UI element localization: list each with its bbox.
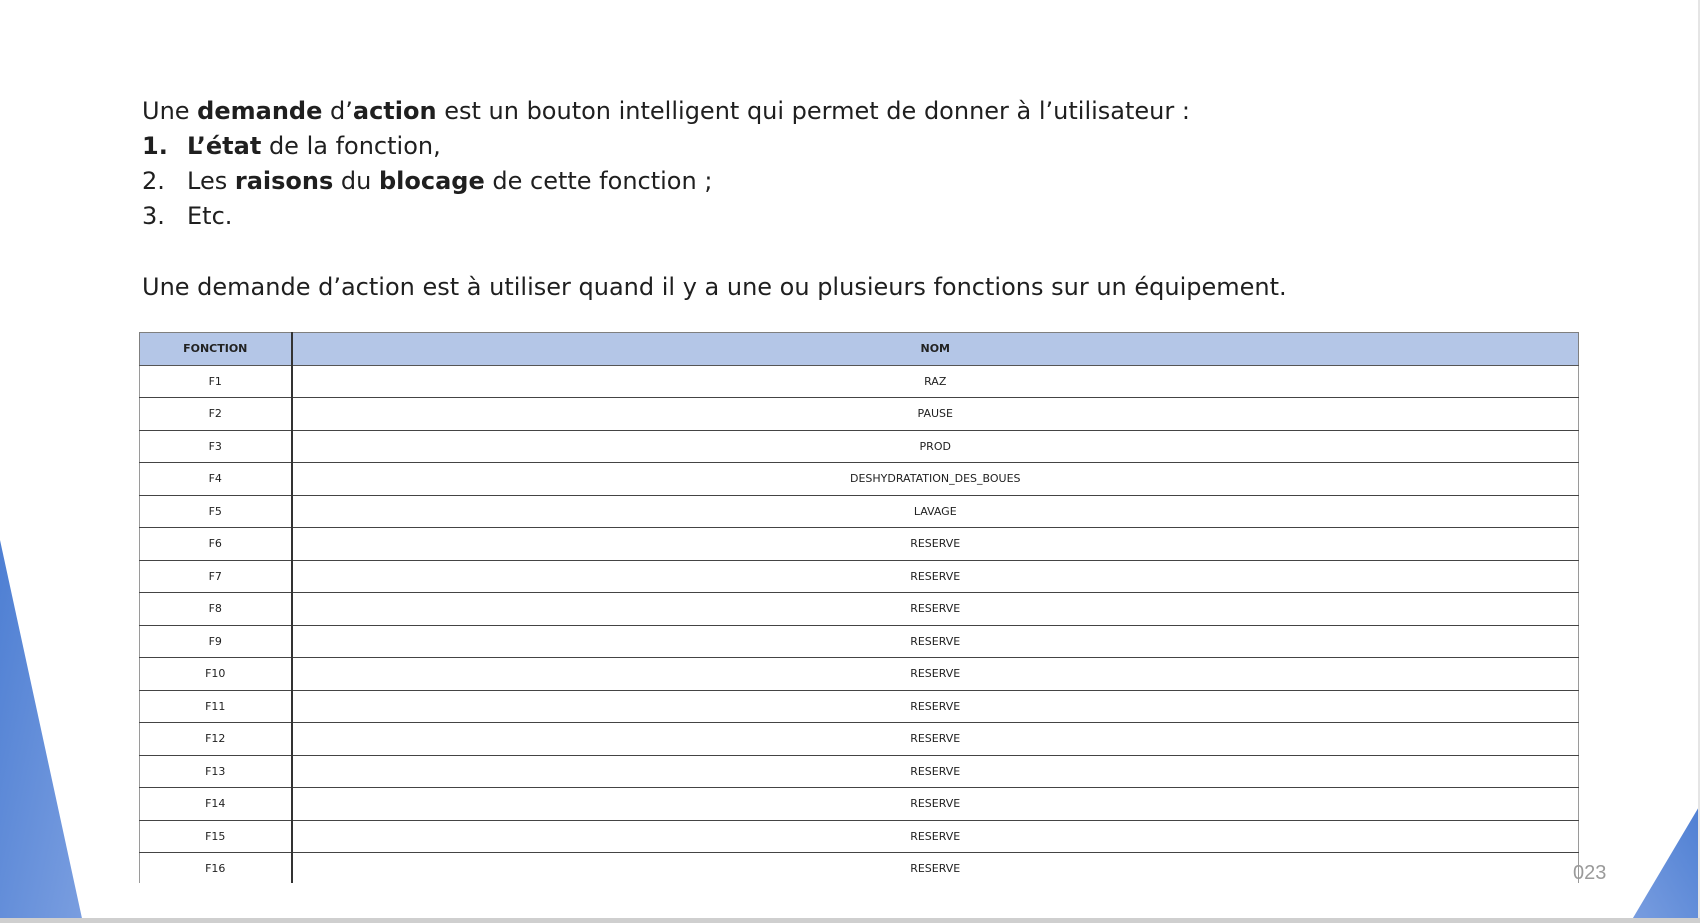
cell-fonction: F2 <box>140 398 292 431</box>
list-number: 1. <box>142 132 168 160</box>
table-row <box>140 755 1579 788</box>
table-row <box>140 690 1579 723</box>
slide-bottom-edge <box>0 918 1700 923</box>
cell-nom: RESERVE <box>292 690 1579 723</box>
list-bold: L’état <box>187 132 262 160</box>
cell-nom: RESERVE <box>292 788 1579 821</box>
cell-nom: RESERVE <box>292 853 1579 884</box>
cell-nom: RESERVE <box>292 723 1579 756</box>
cell-fonction: F1 <box>140 365 292 398</box>
cell-nom: RESERVE <box>292 528 1579 561</box>
list-text: Etc. <box>187 202 233 230</box>
cell-fonction: F11 <box>140 690 292 723</box>
table-header-row <box>140 333 1579 366</box>
cell-fonction: F3 <box>140 430 292 463</box>
decorative-triangle-right <box>1630 805 1700 923</box>
table-row <box>140 625 1579 658</box>
cell-fonction: F12 <box>140 723 292 756</box>
table-row <box>140 495 1579 528</box>
header-fonction: FONCTION <box>140 333 292 366</box>
cell-nom: PROD <box>292 430 1579 463</box>
functions-table-wrapper <box>139 332 1579 883</box>
list-item <box>142 129 1287 164</box>
cell-fonction: F8 <box>140 593 292 626</box>
table-row <box>140 853 1579 884</box>
cell-fonction: F6 <box>140 528 292 561</box>
cell-fonction: F10 <box>140 658 292 691</box>
cell-fonction: F15 <box>140 820 292 853</box>
table-row <box>140 463 1579 496</box>
cell-fonction: F9 <box>140 625 292 658</box>
cell-nom: RESERVE <box>292 560 1579 593</box>
intro-paragraph <box>142 94 1287 129</box>
list-item <box>142 199 1287 234</box>
list-bold-blocage: blocage <box>378 167 485 195</box>
list-number: 2. <box>142 167 165 195</box>
list-text: de cette fonction ; <box>484 167 713 195</box>
header-nom: NOM <box>292 333 1579 366</box>
intro-text-1: Une <box>142 97 198 125</box>
intro-text-2: d’ <box>322 97 353 125</box>
intro-text <box>142 94 1287 305</box>
table-row <box>140 430 1579 463</box>
cell-nom: RESERVE <box>292 820 1579 853</box>
functions-table <box>139 332 1579 883</box>
table-row <box>140 528 1579 561</box>
table-row <box>140 788 1579 821</box>
cell-nom: RESERVE <box>292 755 1579 788</box>
list-text: du <box>333 167 379 195</box>
cell-nom: DESHYDRATATION_DES_BOUES <box>292 463 1579 496</box>
cell-nom: RESERVE <box>292 658 1579 691</box>
cell-fonction: F7 <box>140 560 292 593</box>
cell-nom: PAUSE <box>292 398 1579 431</box>
table-row <box>140 560 1579 593</box>
table-row <box>140 398 1579 431</box>
cell-fonction: F13 <box>140 755 292 788</box>
slide-number: 023 <box>1573 862 1607 884</box>
decorative-triangle-left <box>0 540 90 923</box>
cell-fonction: F5 <box>140 495 292 528</box>
cell-nom: LAVAGE <box>292 495 1579 528</box>
table-row <box>140 365 1579 398</box>
cell-nom: RAZ <box>292 365 1579 398</box>
list-item <box>142 164 1287 199</box>
list-bold-raisons: raisons <box>234 167 334 195</box>
cell-fonction: F14 <box>140 788 292 821</box>
table-row <box>140 820 1579 853</box>
intro-text-3: est un bouton intelligent qui permet de donner à l’utilisateur : <box>436 97 1190 125</box>
table-row <box>140 723 1579 756</box>
list-text: de la fonction, <box>261 132 441 160</box>
table-row <box>140 658 1579 691</box>
intro-bold-action: action <box>352 97 437 125</box>
cell-nom: RESERVE <box>292 625 1579 658</box>
list-text: Les <box>187 167 235 195</box>
intro-bold-demande: demande <box>197 97 323 125</box>
list-number: 3. <box>142 202 165 230</box>
cell-fonction: F16 <box>140 853 292 884</box>
table-row <box>140 593 1579 626</box>
cell-nom: RESERVE <box>292 593 1579 626</box>
usage-paragraph: Une demande d’action est à utiliser quand il y a une ou plusieurs fonctions sur un équipement. <box>142 273 1287 301</box>
table-body <box>140 365 1579 883</box>
cell-fonction: F4 <box>140 463 292 496</box>
